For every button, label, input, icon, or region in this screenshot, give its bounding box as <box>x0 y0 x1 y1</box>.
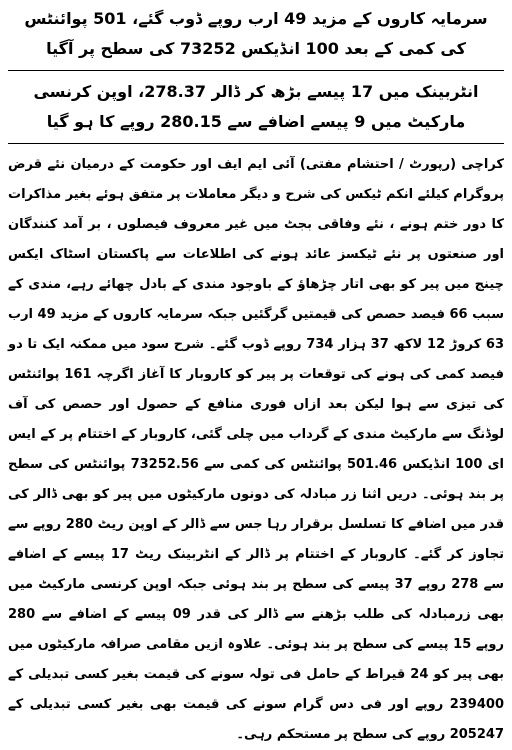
article-body: کراچی (رپورٹ / احتشام مفتی) آئی ایم ایف اور حکومت کے درمیان نئے قرض پروگرام کیلئے انکم ٹیکس کی شرح و دیگر معاملات پر متفق ہوئے بغیر مذاکرات کا دور ختم ہونے ، نئے وفاقی بجٹ میں غیر معروف فیصلوں ، بر آمد کنندگان اور صنعتوں پر نئے ٹیکسز عائد ہونے کی اطلاعات سے پاکستان اسٹاک ایکس چینج میں پیر کو بھی اتار چڑھاؤ کے باوجود مندی کے بادل چھائے رہے، مندی کے سبب 66 فیصد حصص کی قیمتیں گرگئیں جبکہ سرمایہ کاروں کے مزید 49 ارب 63 کروڑ 12 لاکھ 37 ہزار 734 روپے ڈوب گئے۔ شرح سود میں ممکنہ ایک تا دو فیصد کمی کی ہونے کی توقعات پر پیر کو کاروبار کا آغاز اگرچہ 161 پوائنٹس کی تیزی سے ہوا لیکن بعد ازاں فوری منافع کے حصول اور حصص کی آف لوڈنگ سے مارکیٹ مندی کے گرداب میں چلی گئی، کاروبار کے اختتام پر کے ایس ای 100 انڈیکس 501.46 پوائنٹس کی کمی سے 73252.56 پوائنٹس کی سطح پر بند ہوئی۔ دریں اثنا زر مبادلہ کی دونوں مارکیٹوں میں پیر کو بھی ڈالر کی قدر میں اضافے کا تسلسل برقرار رہا جس سے ڈالر کے اوپن ریٹ 280 روپے سے تجاوز کر گئے۔ کاروبار کے اختتام پر ڈالر کے انٹربینک ریٹ 17 پیسے کے اضافے سے 278 روپے 37 پیسے کی سطح پر بند ہوئی جبکہ اوپن کرنسی مارکیٹ میں بھی زرمبادلہ کی طلب بڑھنے سے ڈالر کی قدر 09 پیسے کے اضافے سے 280 روپے 15 پیسے کی سطح پر بند ہوئی۔ علاوہ ازیں مقامی صرافہ مارکیٹوں میں بھی پیر کو 24 قیراط کے حامل فی تولہ سونے کی قیمت بغیر کسی تبدیلی کے 239400 روپے اور فی دس گرام سونے کی قیمت بھی بغیر کسی تبدیلی کے 205247 روپے کی سطح پر مستحکم رہی۔ <box>8 157 505 742</box>
headline-secondary: انٹربینک میں 17 پیسے بڑھ کر ڈالر 278.37، اوپن کرنسی مارکیٹ میں 9 پیسے اضافے سے 280.15 روپے کا ہو گیا <box>33 82 479 131</box>
headline-primary: سرمایہ کاروں کے مزید 49 ارب روپے ڈوب گئے، 501 پوائنٹس کی کمی کے بعد 100 انڈیکس 73252 کی سطح پر آگیا <box>24 9 488 58</box>
headline-divider-top <box>8 70 504 71</box>
headline-divider-bottom <box>8 143 504 144</box>
